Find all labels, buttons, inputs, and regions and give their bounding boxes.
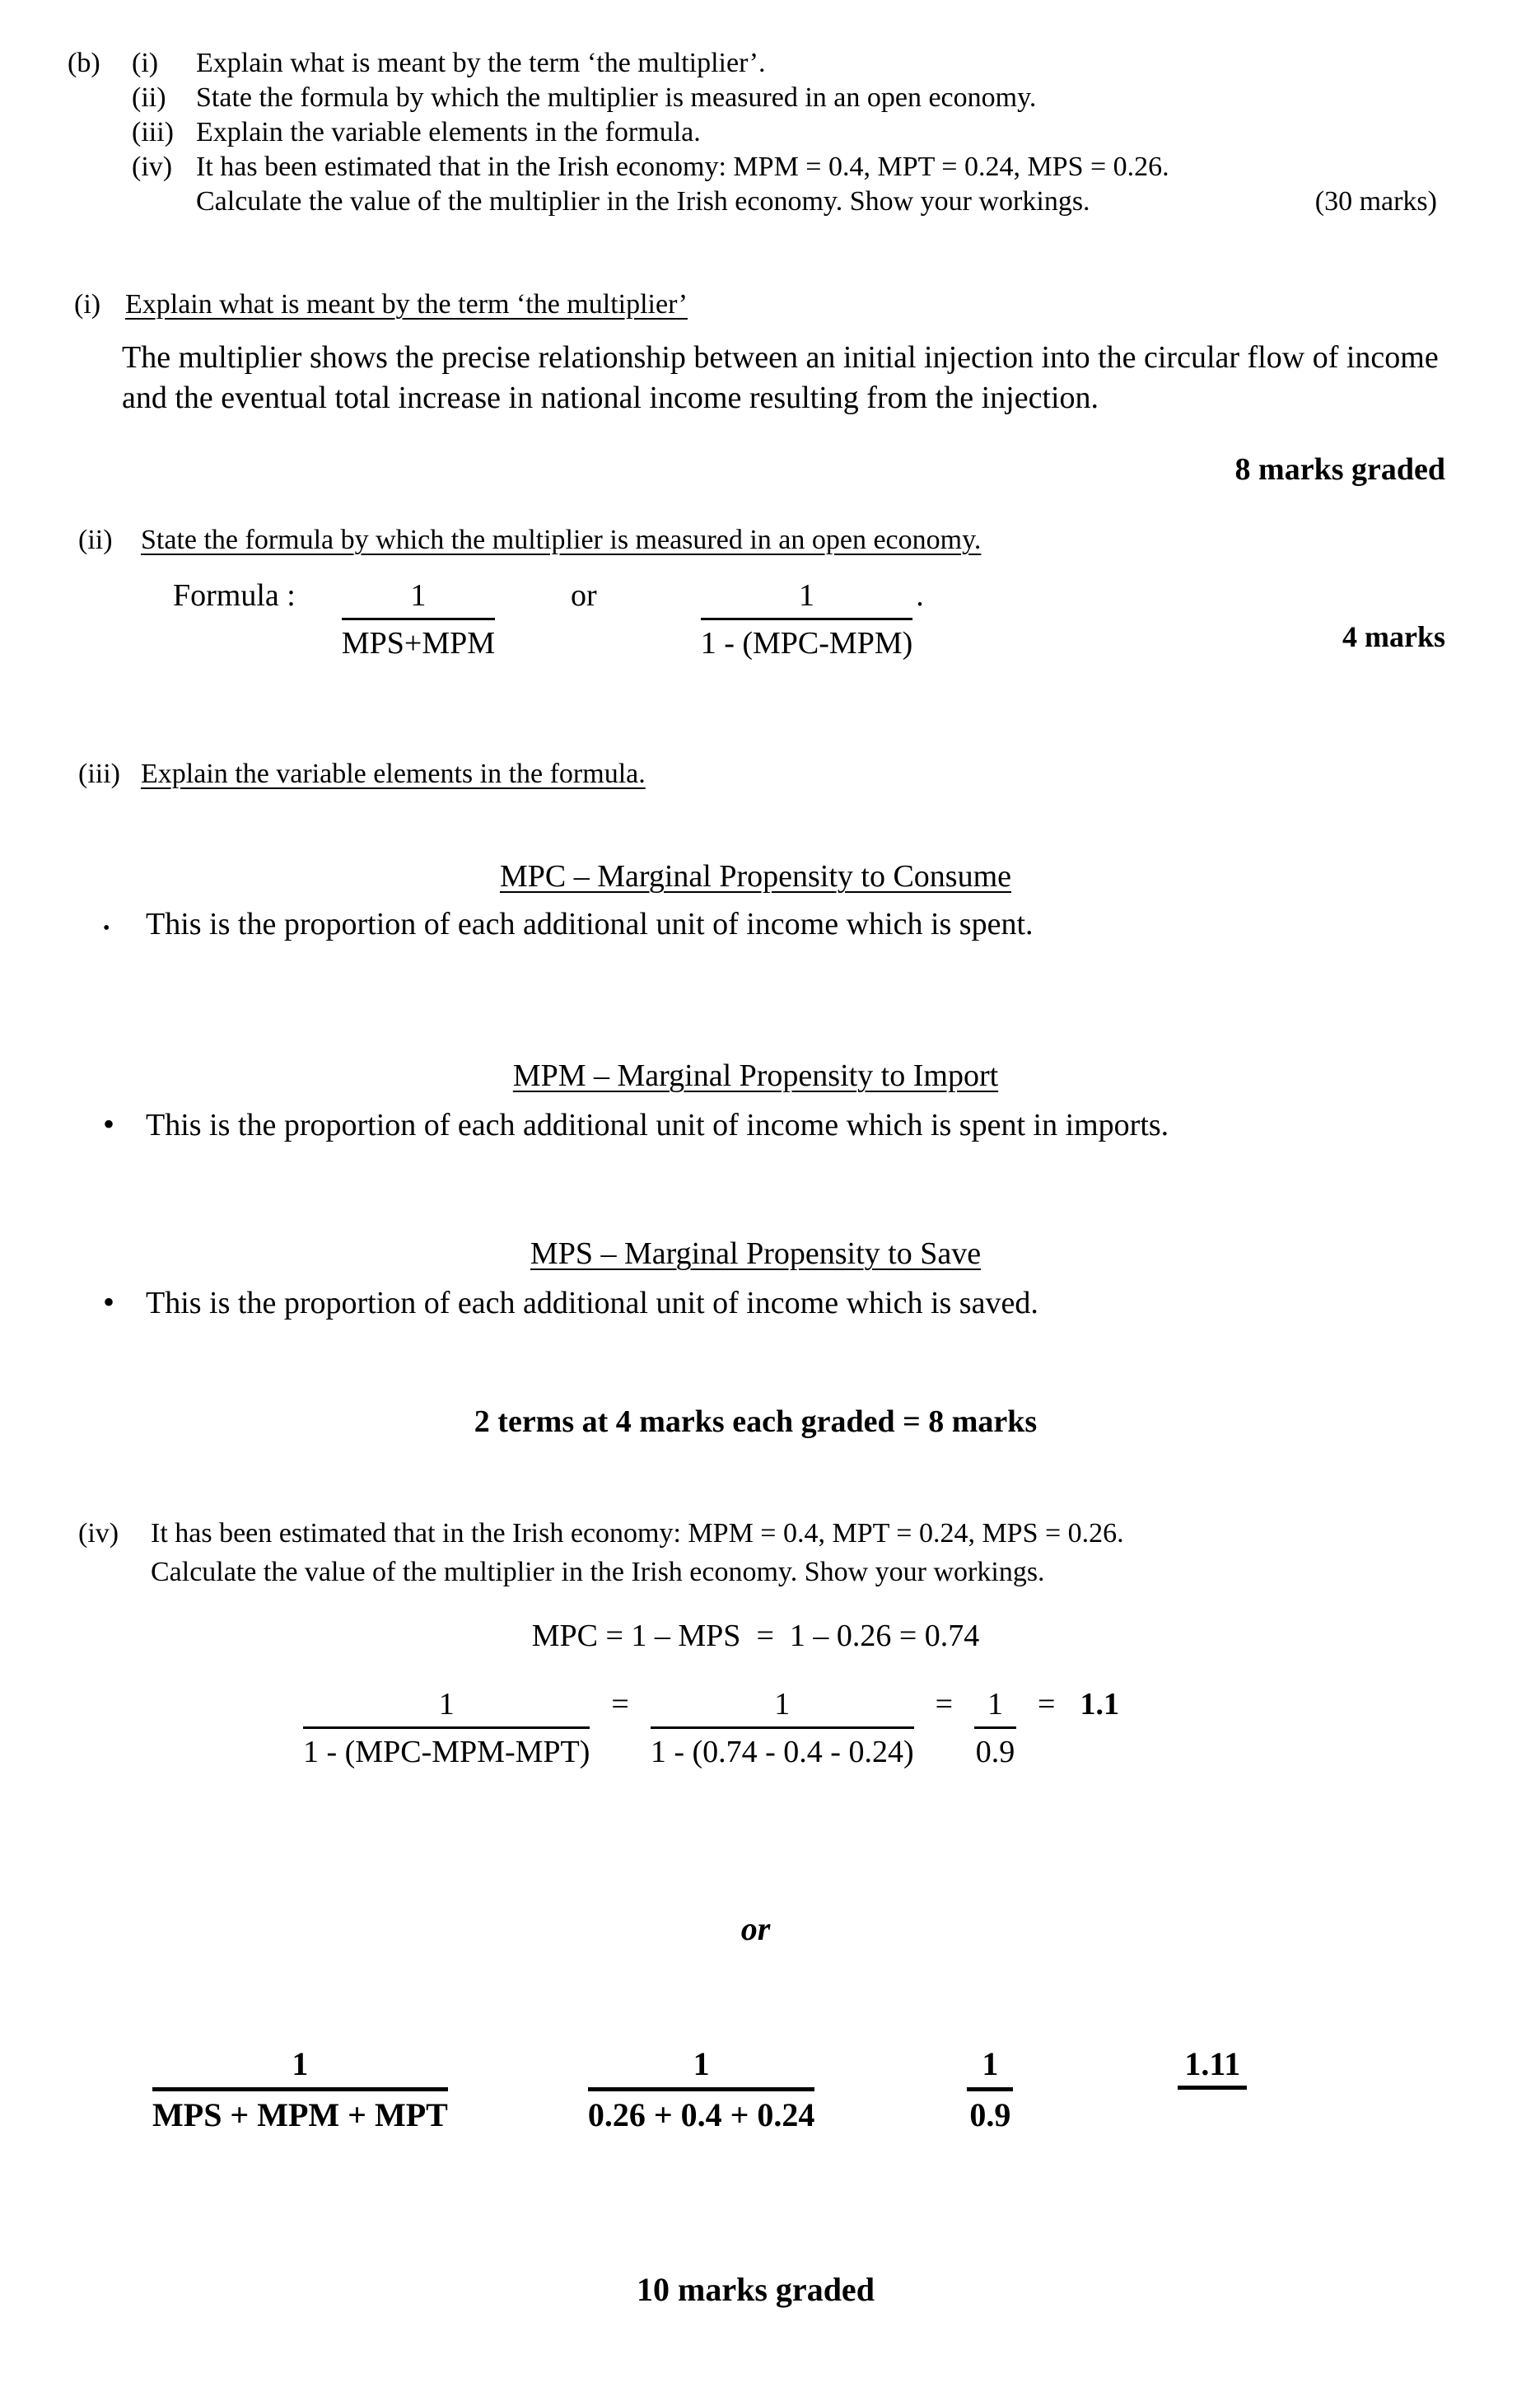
bullet-icon <box>103 1104 146 1146</box>
fraction-mps-mpm-mpt <box>152 2044 448 2135</box>
equals-sign: = <box>1038 1687 1056 1722</box>
spacer <box>68 81 132 115</box>
fraction-numerator: 1 <box>651 1685 914 1729</box>
fraction-denominator: 1 - (0.74 - 0.4 - 0.24) <box>650 1735 914 1769</box>
question-line-iv-cont <box>68 185 1445 219</box>
section-ii-label: (ii) <box>78 525 113 555</box>
term-mpm-bullet-row <box>66 1104 1445 1146</box>
section-i-answer: The multiplier shows the precise relationship between an initial injection into the circular flow of income and the eventual total increase in national income resulting from the injection. <box>122 340 1439 415</box>
bullet-icon <box>103 904 146 949</box>
fraction-denominator: MPS+MPM <box>341 626 496 661</box>
working-row-2 <box>152 2044 1247 2135</box>
section-ii <box>78 522 1445 558</box>
multiplier-result-1: 1.1 <box>1080 1687 1119 1722</box>
term-mps <box>66 1234 1445 1324</box>
mpc-equation: MPC = 1 – MPS = 1 – 0.26 = 0.74 <box>531 1619 980 1653</box>
question-line-i <box>68 46 1445 81</box>
term-mpc-title: MPC – Marginal Propensity to Consume <box>499 859 1012 894</box>
question-line-iii <box>68 115 1445 150</box>
fraction-numerator: 1 <box>967 2044 1013 2091</box>
fraction-1-over-0-9 <box>974 1685 1016 1771</box>
or-divider: or <box>740 1910 771 1947</box>
fraction-numerator: 1 <box>342 577 495 620</box>
part-b-label: (b) <box>68 48 100 78</box>
trailing-period: . <box>916 578 924 613</box>
equals-sign: = <box>935 1687 954 1722</box>
fraction-denominator: 0.9 <box>975 1735 1015 1769</box>
section-iv-line1-row <box>78 1514 1445 1553</box>
term-mpm-title-row <box>66 1056 1445 1096</box>
item-iv-text2: Calculate the value of the multiplier in the Irish economy. Show your workings. <box>196 186 1090 217</box>
term-mpm-title: MPM – Marginal Propensity to Import <box>512 1058 999 1093</box>
section-i-marks: 8 marks graded <box>1234 452 1445 487</box>
question-line-iv <box>68 150 1445 185</box>
fraction-numerator: 1 <box>303 1685 590 1729</box>
fraction-1-minus-mpc-mpm <box>701 577 913 662</box>
working-row-1 <box>303 1685 1119 1771</box>
section-iv-line2: Calculate the value of the multiplier in the Irish economy. Show your workings. <box>151 1557 1045 1587</box>
question-line-ii <box>68 81 1445 115</box>
spacer <box>68 115 132 150</box>
section-iii-heading: Explain the variable elements in the formula. <box>141 759 646 789</box>
fraction-1-minus-values <box>651 1685 914 1771</box>
section-iii-heading-row <box>78 756 1445 792</box>
item-iv-text: It has been estimated that in the Irish economy: MPM = 0.4, MPT = 0.24, MPS = 0.26. <box>196 152 1169 182</box>
term-mps-bullet-row <box>66 1282 1445 1324</box>
term-mpc-definition: This is the proportion of each additional unit of income which is spent. <box>146 907 1034 941</box>
item-i-text: Explain what is meant by the term ‘the multiplier’. <box>196 48 766 78</box>
item-iii-label: (iii) <box>132 117 174 147</box>
fraction-denominator: 0.26 + 0.4 + 0.24 <box>587 2096 815 2133</box>
spacer <box>132 185 196 219</box>
item-iii-text: Explain the variable elements in the formula. <box>196 117 701 147</box>
section-iv-label: (iv) <box>78 1518 119 1549</box>
term-mpc-bullet-row <box>66 904 1445 949</box>
section-i-label: (i) <box>74 289 101 320</box>
fraction-numerator: 1 <box>701 577 913 620</box>
or-connector: or <box>571 578 597 613</box>
section-i-heading-row <box>74 287 1445 323</box>
fraction-denominator: 1 - (MPC-MPM-MPT) <box>303 1735 590 1769</box>
section-ii-heading: State the formula by which the multiplier is measured in an open economy. <box>141 525 982 555</box>
fraction-numerator: 1 <box>152 2044 448 2091</box>
total-marks-badge: (30 marks) <box>1314 186 1437 217</box>
fraction-sum-values <box>588 2044 815 2135</box>
section-iii-marks: 2 terms at 4 marks each graded = 8 marks <box>474 1404 1038 1439</box>
term-mps-title-row <box>66 1234 1445 1273</box>
fraction-numerator: 1 <box>588 2044 815 2091</box>
item-ii-text: State the formula by which the multiplier is measured in an open economy. <box>196 82 1037 113</box>
term-mps-definition: This is the proportion of each additional unit of income which is saved. <box>146 1286 1038 1320</box>
section-ii-heading-row <box>78 522 1445 558</box>
fraction-denominator: 0.9 <box>969 2096 1011 2133</box>
fraction-numerator: 1 <box>974 1685 1016 1729</box>
section-i <box>74 287 1445 418</box>
fraction-1-over-0-9 <box>967 2044 1013 2135</box>
fraction-mps-mpm <box>342 577 495 662</box>
term-mpm <box>66 1056 1445 1146</box>
section-iii <box>78 756 1445 792</box>
spacer <box>68 185 132 219</box>
formula-row <box>173 577 1445 662</box>
section-i-heading: Explain what is meant by the term ‘the multiplier’ <box>125 289 688 320</box>
question-part-b <box>68 46 1445 219</box>
bullet-icon <box>103 1282 146 1324</box>
equals-sign: = <box>611 1687 629 1722</box>
spacer <box>68 150 132 185</box>
term-mpc <box>66 857 1445 949</box>
item-ii-label: (ii) <box>132 82 166 113</box>
section-iv <box>78 1514 1445 1591</box>
section-iv-marks: 10 marks graded <box>637 2271 875 2308</box>
item-iv-label: (iv) <box>132 152 173 182</box>
section-iii-label: (iii) <box>78 759 120 789</box>
fraction-denominator: 1 - (MPC-MPM) <box>700 626 913 661</box>
formula-label: Formula : <box>173 578 296 613</box>
term-mpm-definition: This is the proportion of each additional unit of income which is spent in imports. <box>146 1108 1169 1142</box>
section-ii-marks: 4 marks <box>1342 620 1445 653</box>
term-mpc-title-row <box>66 857 1445 896</box>
multiplier-result-2: 1.11 <box>1178 2044 1247 2090</box>
fraction-1-minus-mpc-mpm-mpt <box>303 1685 590 1771</box>
term-mps-title: MPS – Marginal Propensity to Save <box>530 1236 982 1271</box>
fraction-denominator: MPS + MPM + MPT <box>152 2096 448 2133</box>
item-i-label: (i) <box>132 48 159 78</box>
section-iv-line1: It has been estimated that in the Irish economy: MPM = 0.4, MPT = 0.24, MPS = 0.26. <box>151 1518 1124 1549</box>
